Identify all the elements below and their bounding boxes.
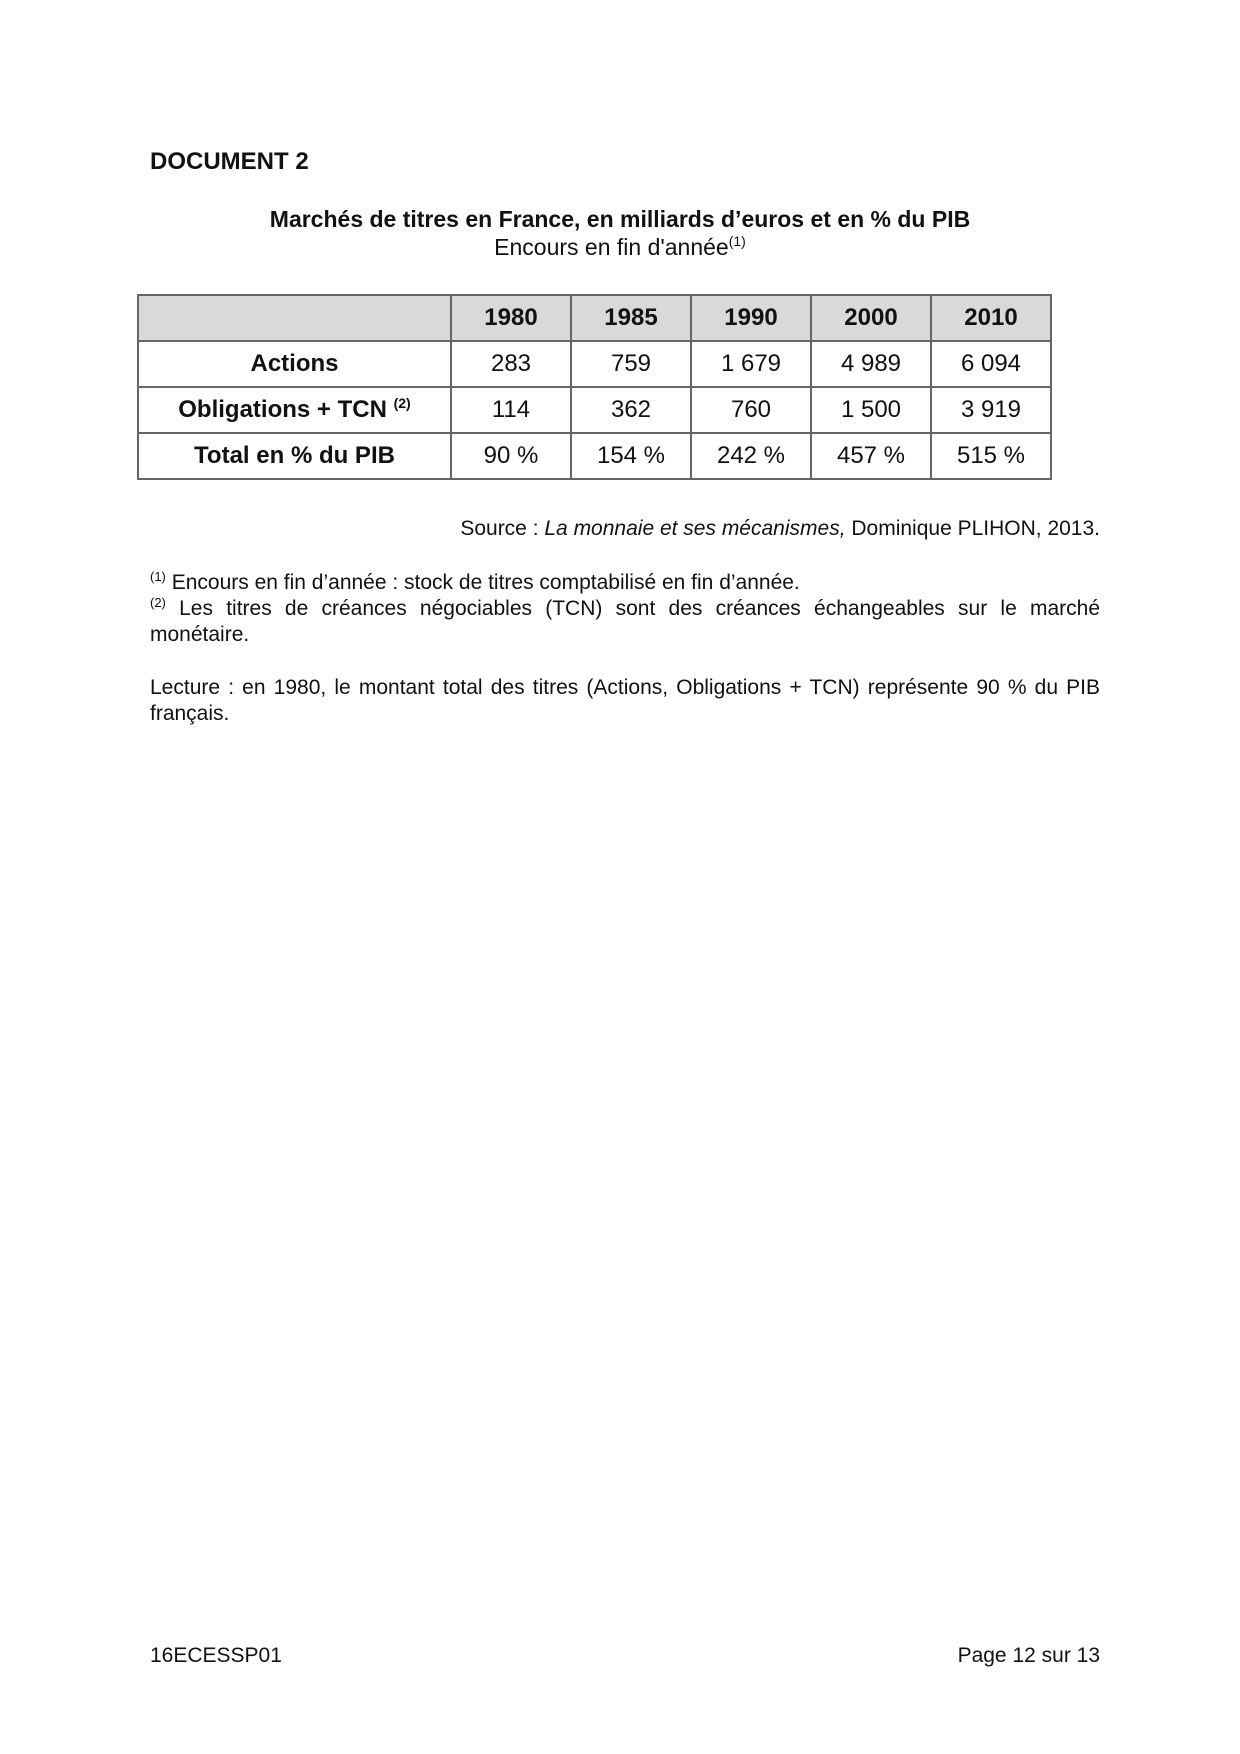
table-row: [138, 387, 1051, 433]
year-header: 2010: [931, 295, 1051, 341]
footnote-1: $^{(1)}$ Encours en fin d’année : stock de titres comptabilisé en fin d’année.: [150, 569, 800, 594]
reading-note: Lecture : en 1980, le montant total des titres (Actions, Obligations + TCN) représente 90 % du PIB français.: [150, 676, 1100, 725]
table-cell: 154 %: [571, 433, 691, 479]
securities-table: [137, 294, 1052, 480]
table-cell: 759: [571, 341, 691, 387]
row-label-actions: Actions: [138, 341, 451, 387]
footnotes: [150, 570, 1100, 648]
row-note-ref: (2): [393, 395, 411, 411]
year-header: 1980: [451, 295, 571, 341]
table-cell: 457 %: [811, 433, 931, 479]
year-header: 1985: [571, 295, 691, 341]
table-cell: 362: [571, 387, 691, 433]
row-label-obligations: Obligations + TCN $^{(2)}$: [138, 387, 451, 433]
source-line: Source : La monnaie et ses mécanismes, Dominique PLIHON, 2013.: [460, 517, 1100, 540]
table-title: Marchés de titres en France, en milliards d’euros et en % du PIB: [269, 206, 971, 232]
subtitle-note-ref: (1): [728, 233, 746, 249]
year-header: 2000: [811, 295, 931, 341]
table-cell: 3 919: [931, 387, 1051, 433]
table-cell: 1 679: [691, 341, 811, 387]
table-cell: 114: [451, 387, 571, 433]
document-label: DOCUMENT 2: [150, 148, 309, 175]
table-cell: 90 %: [451, 433, 571, 479]
table-cell: 1 500: [811, 387, 931, 433]
table-cell: 4 989: [811, 341, 931, 387]
footnote-2: $^{(2)}$ Les titres de créances négociables (TCN) sont des créances échangeables sur le marché monétaire.: [150, 595, 1100, 646]
table-row: [138, 433, 1051, 479]
table-cell: 242 %: [691, 433, 811, 479]
table-row: [138, 341, 1051, 387]
source-title: La monnaie et ses mécanismes,: [544, 517, 846, 540]
table-subtitle: [0, 234, 1240, 261]
year-header: 1990: [691, 295, 811, 341]
table-cell: 6 094: [931, 341, 1051, 387]
footer-page-number: Page 12 sur 13: [957, 1644, 1100, 1667]
footer-code: 16ECESSP01: [150, 1644, 282, 1667]
table-cell: 283: [451, 341, 571, 387]
header-empty-cell: [138, 295, 451, 341]
table-cell: 515 %: [931, 433, 1051, 479]
table-cell: 760: [691, 387, 811, 433]
table-header-row: [138, 295, 1051, 341]
row-label-total: Total en % du PIB: [138, 433, 451, 479]
subtitle-text: Encours en fin d'année: [494, 234, 729, 260]
